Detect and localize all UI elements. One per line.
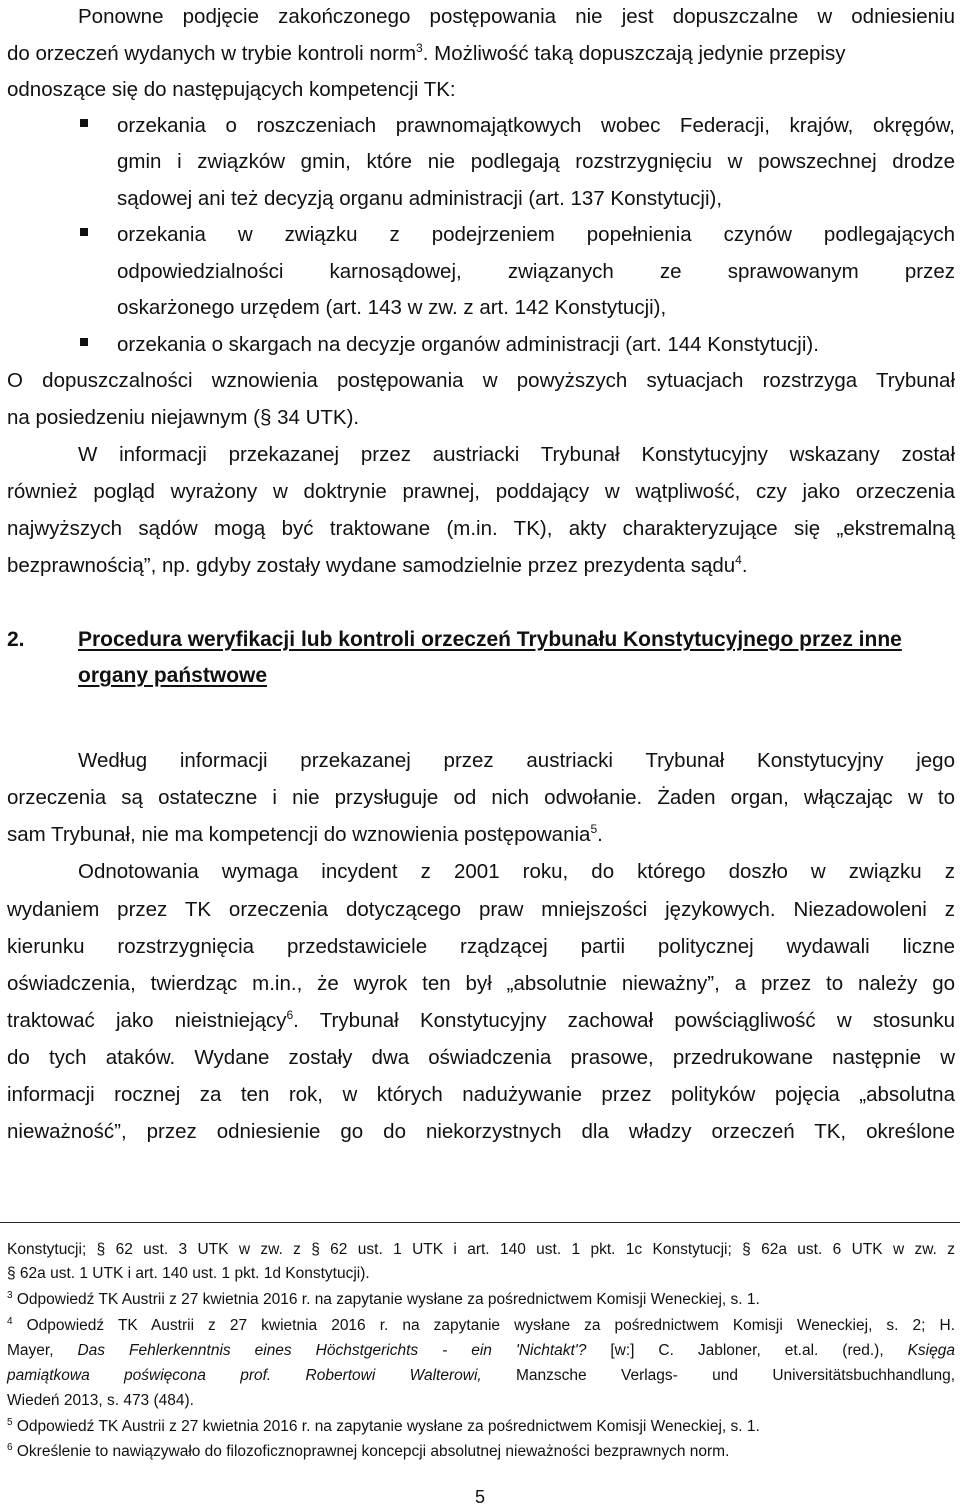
paragraph-line: oświadczenia, twierdząc m.in., że wyrok ten był „absolutnie nieważny”, a przez to należy go — [7, 972, 955, 995]
paragraph-line: O dopuszczalności wznowienia postępowania w powyższych sytuacjach rozstrzyga Trybunał — [7, 369, 955, 392]
paragraph-line: również pogląd wyrażony w doktrynie prawnej, poddający w wątpliwość, czy jako orzeczenia — [7, 480, 955, 503]
paragraph-line: traktować jako nieistniejący$^6$. Trybunał Konstytucyjny zachował powściągliwość w stosunku — [7, 1008, 955, 1032]
list-item-line: orzekania o roszczeniach prawnomajątkowych wobec Federacji, krajów, okręgów, — [117, 114, 955, 137]
paragraph-line: informacji rocznej za ten rok, w których nadużywanie przez polityków pojęcia „absolutna — [7, 1083, 955, 1106]
paragraph-line: bezprawnością”, np. gdyby zostały wydane samodzielnie przez prezydenta sądu$^4$. — [7, 553, 748, 577]
section-heading: Procedura weryfikacji lub kontroli orzeczeń Trybunału Konstytucyjnego przez inne — [78, 628, 902, 651]
paragraph-line: kierunku rozstrzygnięcia przedstawiciele rządzącej partii politycznej wydawali liczne — [7, 935, 955, 958]
page-number: 5 — [474, 1487, 485, 1507]
footnote-line: Mayer, Das Fehlerkenntnis eines Höchstgerichts - ein 'Nichtakt'? [w:] C. Jabloner, et.al. (red.), Księga — [7, 1342, 955, 1359]
footnote-ref[interactable]: 4 — [735, 553, 742, 568]
list-item-line: odpowiedzialności karnosądowej, związanych ze sprawowanym przez — [117, 260, 955, 283]
bullet-icon — [80, 228, 88, 236]
list-item-line: orzekania o skargach na decyzje organów administracji (art. 144 Konstytucji). — [117, 333, 819, 356]
paragraph-line: najwyższych sądów mogą być traktowane (m.in. TK), akty charakteryzujące się „ekstremalną — [7, 517, 955, 540]
footnote-6: $^6$ Określenie to nawiązywało do filozoficznoprawnej koncepcji absolutnej nieważności bezprawnych norm. — [7, 1441, 730, 1460]
paragraph-line: na posiedzeniu niejawnym (§ 34 UTK). — [7, 406, 360, 429]
paragraph-line: sam Trybunał, nie ma kompetencji do wznowienia postępowania$^5$. — [7, 822, 603, 846]
footnote-ref[interactable]: 6 — [286, 1008, 294, 1023]
footnote-4: $^4$ Odpowiedź TK Austrii z 27 kwietnia 2016 r. na zapytanie wysłane za pośrednictwem Komisji Weneckiej, s. 2; H. — [7, 1315, 956, 1334]
footnote-line: § 62a ust. 1 UTK i art. 140 ust. 1 pkt. 1d Konstytucji). — [7, 1265, 370, 1282]
footnote-line: Wiedeń 2013, s. 473 (484). — [7, 1392, 194, 1409]
list-item-line: oskarżonego urzędem (art. 143 w zw. z art. 142 Konstytucji), — [117, 296, 667, 319]
footnote-ref[interactable]: 5 — [590, 822, 598, 837]
footnote-ref[interactable]: 3 — [416, 41, 423, 56]
footnote-separator — [0, 1222, 960, 1223]
paragraph-line: odnoszące się do następujących kompetencji TK: — [7, 78, 456, 101]
bullet-icon — [80, 119, 88, 127]
footnote-5: $^5$ Odpowiedź TK Austrii z 27 kwietnia 2016 r. na zapytanie wysłane za pośrednictwem Komisji Weneckiej, s. 1. — [7, 1416, 760, 1435]
paragraph-line: wydaniem przez TK orzeczenia dotyczącego praw mniejszości językowych. Niezadowoleni z — [7, 898, 955, 921]
footnote-line: pamiątkowa poświęcona prof. Robertowi Walterowi, Manzsche Verlags- und Universitätsbuchhandlung, — [7, 1367, 956, 1384]
paragraph-line: W informacji przekazanej przez austriacki Trybunał Konstytucyjny wskazany został — [78, 443, 955, 466]
paragraph-line: Według informacji przekazanej przez austriacki Trybunał Konstytucyjny jego — [78, 749, 955, 772]
list-item-line: gmin i związków gmin, które nie podlegają rozstrzygnięciu w powszechnej drodze — [117, 150, 955, 173]
section-heading: organy państwowe — [78, 664, 268, 687]
bullet-icon — [80, 338, 88, 346]
paragraph-line: orzeczenia są ostateczne i nie przysługuje od nich odwołanie. Żaden organ, włączając w to — [7, 786, 955, 809]
section-number: 2. — [7, 628, 25, 651]
paragraph-line: Odnotowania wymaga incydent z 2001 roku, do którego doszło w związku z — [78, 860, 955, 883]
footnote-line: Konstytucji; § 62 ust. 3 UTK w zw. z § 62 ust. 1 UTK i art. 140 ust. 1 pkt. 1c Konstytucji; § 62a ust. 6 UTK w zw. z — [7, 1241, 955, 1258]
footnote-3: $^3$ Odpowiedź TK Austrii z 27 kwietnia 2016 r. na zapytanie wysłane za pośrednictwem Komisji Weneckiej, s. 1. — [7, 1289, 760, 1308]
paragraph-line: Ponowne podjęcie zakończonego postępowania nie jest dopuszczalne w odniesieniu — [78, 5, 955, 28]
paragraph-line: do orzeczeń wydanych w trybie kontroli norm$^3$. Możliwość taką dopuszczają jedynie przepisy — [7, 41, 846, 65]
list-item-line: sądowej ani też decyzją organu administracji (art. 137 Konstytucji), — [117, 187, 723, 210]
list-item-line: orzekania w związku z podejrzeniem popełnienia czynów podlegających — [117, 223, 955, 246]
paragraph-line: nieważność”, przez odniesienie go do niekorzystnych dla władzy orzeczeń TK, określone — [7, 1120, 955, 1143]
paragraph-line: do tych ataków. Wydane zostały dwa oświadczenia prasowe, przedrukowane następnie w — [7, 1046, 955, 1069]
